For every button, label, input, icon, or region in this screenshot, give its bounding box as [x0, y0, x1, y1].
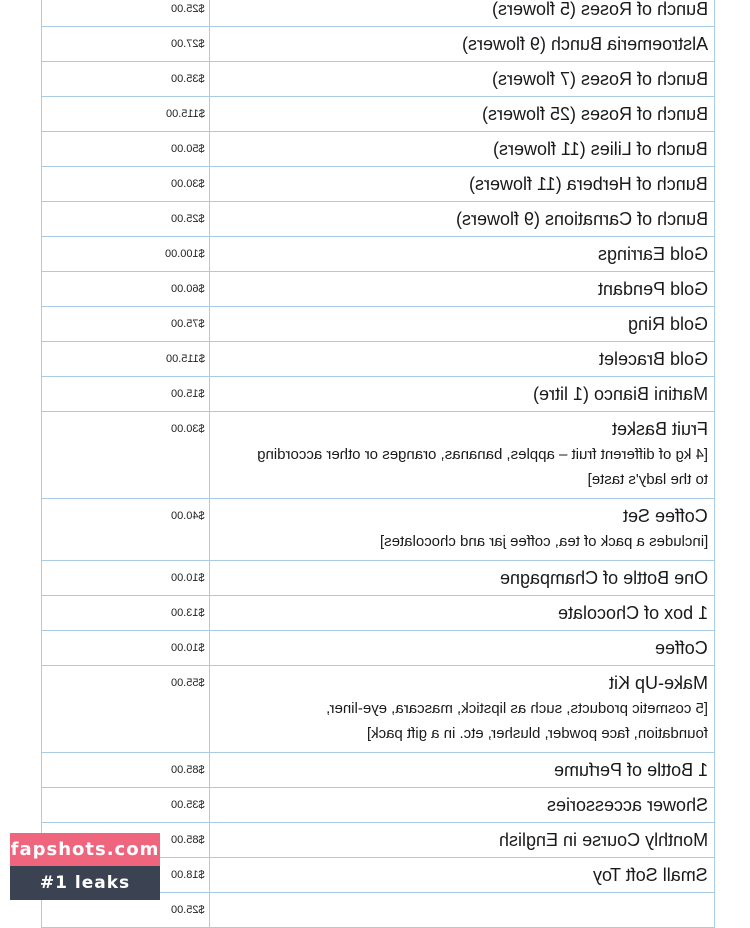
table-row	[42, 97, 714, 132]
price-cell	[42, 596, 210, 630]
price-cell	[42, 412, 210, 498]
item-price: $10.00	[171, 642, 205, 654]
item-cell	[210, 788, 714, 822]
item-price: $115.00	[166, 353, 205, 365]
item-name: Monthly Course in English	[498, 830, 708, 850]
item-price: $85.00	[171, 764, 205, 776]
item-name: One Bottle of Champagne	[499, 568, 708, 588]
item-price: $10.00	[171, 572, 205, 584]
item-name: Small Soft Toy	[593, 865, 708, 885]
item-cell	[210, 307, 714, 341]
price-cell	[42, 97, 210, 131]
item-name: 1 Bottle of Perfume	[553, 760, 708, 780]
table-row	[42, 167, 714, 202]
table-row	[42, 62, 714, 97]
price-cell	[42, 62, 210, 96]
item-price: $50.00	[171, 143, 205, 155]
item-price: $15.00	[171, 388, 205, 400]
item-name: Fruit Basket	[611, 419, 708, 439]
table-row	[42, 237, 714, 272]
item-cell	[210, 412, 714, 498]
item-price: $30.00	[171, 178, 205, 190]
item-name: Martini Bianco (1 litre)	[532, 384, 708, 404]
item-price: $25.00	[171, 213, 205, 225]
item-cell	[210, 27, 714, 61]
price-cell	[42, 202, 210, 236]
table-row	[42, 666, 714, 753]
item-cell	[210, 342, 714, 376]
price-cell	[42, 631, 210, 665]
item-price: $115.00	[166, 108, 205, 120]
item-price: $18.00	[171, 869, 205, 881]
price-cell	[42, 561, 210, 595]
table-row	[42, 596, 714, 631]
item-cell	[210, 858, 714, 892]
item-price: $85.00	[171, 834, 205, 846]
item-name: Gold Earrings	[597, 244, 708, 264]
item-price: $35.00	[171, 799, 205, 811]
item-price: $13.00	[171, 607, 205, 619]
item-price: $30.00	[171, 423, 205, 435]
item-cell	[210, 202, 714, 236]
table-row	[42, 631, 714, 666]
table-row	[42, 561, 714, 596]
item-name: Alstroemeria Bunch (9 flowers)	[461, 34, 708, 54]
price-cell	[42, 0, 210, 26]
item-price: $60.00	[171, 283, 205, 295]
item-cell	[210, 237, 714, 271]
item-cell	[210, 666, 714, 752]
item-name: Bunch of Roses (5 flowers)	[491, 0, 708, 19]
item-cell	[210, 97, 714, 131]
item-cell	[210, 167, 714, 201]
table-row	[42, 307, 714, 342]
item-price: $55.00	[171, 677, 205, 689]
item-name: Coffee Set	[623, 506, 708, 526]
item-cell	[210, 893, 714, 927]
price-cell	[42, 788, 210, 822]
price-cell	[42, 307, 210, 341]
item-cell	[210, 272, 714, 306]
item-name: Bunch of Lilies (11 flowers)	[493, 139, 708, 159]
item-cell	[210, 596, 714, 630]
table-row	[42, 342, 714, 377]
price-cell	[42, 237, 210, 271]
item-cell	[210, 132, 714, 166]
item-price: $75.00	[171, 318, 205, 330]
table-row	[42, 377, 714, 412]
table-row	[42, 272, 714, 307]
item-price: $40.00	[171, 510, 205, 522]
gift-price-table	[41, 0, 715, 928]
price-cell	[42, 132, 210, 166]
item-name: Bunch of Roses (7 flowers)	[491, 69, 708, 89]
item-note: [includes a pack of tea, coffee jar and chocolates]	[379, 533, 708, 550]
item-name: Shower accessories	[546, 795, 708, 815]
price-cell	[42, 666, 210, 752]
item-name: Bunch of Carnations (9 flowers)	[455, 209, 708, 229]
item-cell	[210, 377, 714, 411]
price-cell	[42, 27, 210, 61]
table-row	[42, 788, 714, 823]
item-cell	[210, 631, 714, 665]
item-cell	[210, 62, 714, 96]
table-row	[42, 499, 714, 561]
item-cell	[210, 0, 714, 26]
table-row	[42, 412, 714, 499]
price-cell	[42, 342, 210, 376]
item-note: [4 kg of different fruit – apples, bananas, oranges or other according to the lady's taste]	[257, 446, 708, 488]
table-row	[42, 132, 714, 167]
item-price: $25.00	[171, 3, 205, 15]
item-price: $25.00	[171, 904, 205, 916]
price-cell	[42, 753, 210, 787]
table-row	[42, 0, 714, 27]
item-price: $100.00	[165, 248, 205, 260]
item-name: Gold Ring	[627, 314, 708, 334]
table-row	[42, 27, 714, 62]
item-name: Coffee	[655, 638, 708, 658]
price-cell	[42, 499, 210, 560]
item-name: Bunch of Roses (25 flowers)	[481, 104, 708, 124]
watermark-site: fapshots.com	[10, 833, 160, 866]
item-cell	[210, 823, 714, 857]
item-price: $35.00	[171, 73, 205, 85]
item-cell	[210, 753, 714, 787]
item-name: Gold Pendant	[597, 279, 708, 299]
table-row	[42, 753, 714, 788]
item-name: 1 box of Chocolate	[557, 603, 708, 623]
item-cell	[210, 561, 714, 595]
item-price: $27.00	[171, 38, 205, 50]
price-cell	[42, 272, 210, 306]
price-cell	[42, 377, 210, 411]
item-cell	[210, 499, 714, 560]
price-cell	[42, 167, 210, 201]
watermark-tagline: #1 leaks	[10, 866, 160, 900]
item-name: Bunch of Herbera (11 flowers)	[469, 174, 708, 194]
table-row	[42, 202, 714, 237]
item-name: Make-Up Kit	[608, 673, 708, 693]
item-note: [5 cosmetic products, such as lipstick, mascara, eye-liner, foundation, face powder, blusher, etc. in a gift pack]	[326, 700, 708, 742]
item-name: Gold Bracelet	[598, 349, 708, 369]
